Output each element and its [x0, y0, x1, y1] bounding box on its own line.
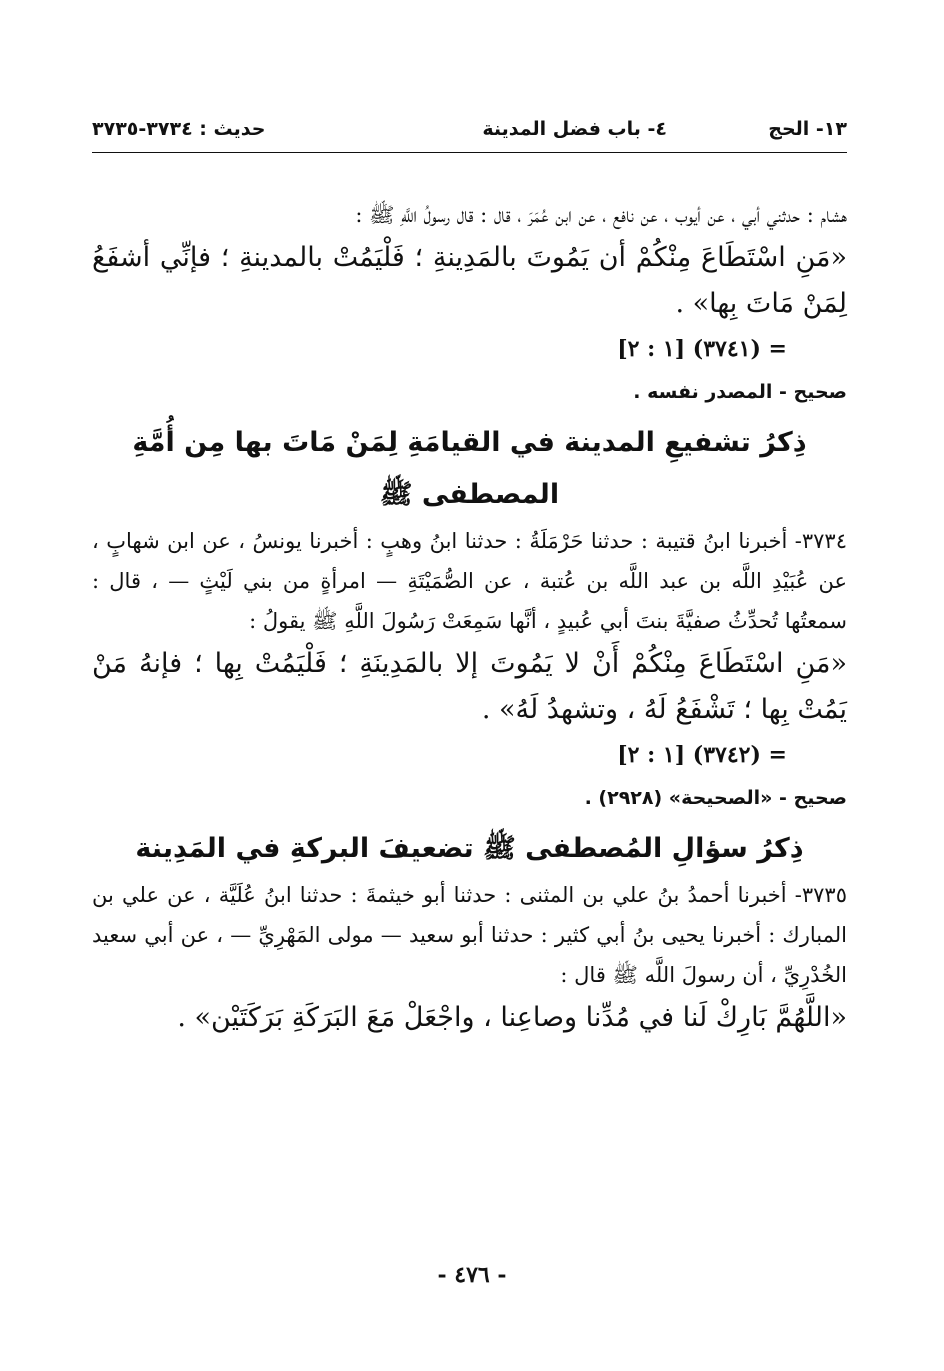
hadith-range: حديث : ٣٧٣٤-٣٧٣٥ [92, 118, 266, 140]
hadith-isnad: ٣٧٣٥- أخبرنا أحمدُ بنُ علي بن المثنى : حدثنا أبو خيثمةَ : حدثنا ابنُ عُلَيَّة ، عن علي بن المبارك : أخبرنا يحيى بنُ أبي كثير : حدثنا أبو سعيد — مولى المَهْرِيِّ — ، عن أبي سعيد الخُدْرِيِّ ، أن رسولَ اللَّه ﷺ قال : [92, 883, 847, 987]
hadith-grade: صحيح - «الصحيحة» (٢٩٢٨) . [584, 787, 847, 809]
cross-reference: = (٣٧٤٢) [١ : ٢] [617, 742, 787, 768]
hadith-isnad: ٣٧٣٤- أخبرنا ابنُ قتيبة : حدثنا حَرْمَلَةُ : حدثنا ابنُ وهبٍ : أخبرنا يونسُ ، عن ابن شهابٍ ، عن عُبَيْدِ اللَّه بن عبد اللَّه بن عُتبة ، عن الصُّمَيْتَةِ — امرأةٍ من بني لَيْثٍ — ، قال : سمعتُها تُحدِّثُ صفيَّةَ بنتَ أبي عُبيدٍ ، أنَّها سَمِعَتْ رَسُولَ اللَّهِ ﷺ يقولُ : [92, 529, 847, 633]
page-number: - ٤٧٦ - [437, 1262, 507, 1288]
page-body [92, 195, 847, 1041]
hadith-text: «مَنِ اسْتَطَاعَ مِنْكُمْ أن يَمُوتَ بالمَدِينةِ ؛ فَلْيَمُتْ بالمدينةِ ؛ فإنِّي أشفَعُ لِمَنْ مَاتَ بِها» . [92, 242, 847, 319]
hadith-grade: صحيح - المصدر نفسه . [633, 381, 847, 403]
section-title: ذِكرُ سؤالِ المُصطفى ﷺ تضعيفَ البركةِ في المَدِينة [135, 833, 804, 864]
hadith-text: «اللَّهُمَّ بَارِكْ لَنا في مُدِّنا وصاعِنا ، واجْعَلْ مَعَ البَرَكَةِ بَرَكَتَيْن» . [177, 1002, 847, 1033]
intro-line: هشام : حدثني أبي ، عن أيوب ، عن نافع ، عن ابن عُمَرَ ، قال : قال رسولُ اللَّهِ ﷺ : [355, 203, 847, 227]
book-title: ١٣- الحج [768, 118, 847, 140]
cross-reference: = (٣٧٤١) [١ : ٢] [617, 336, 787, 362]
hadith-text: «مَنِ اسْتَطَاعَ مِنْكُمْ أَنْ لا يَمُوتَ إلا بالمَدِينَةِ ؛ فَلْيَمُتْ بِها ؛ فإنهُ مَنْ يَمُتْ بِها ؛ تَشْفَعُ لَهُ ، وتشهدُ لَهُ» . [92, 648, 847, 725]
chapter-title: ٤- باب فضل المدينة [482, 118, 667, 140]
section-title: ذِكرُ تشفيعِ المدينة في القيامَةِ لِمَنْ مَاتَ بها مِن أُمَّةِ المصطفى ﷺ [132, 427, 807, 510]
running-header [92, 112, 847, 153]
